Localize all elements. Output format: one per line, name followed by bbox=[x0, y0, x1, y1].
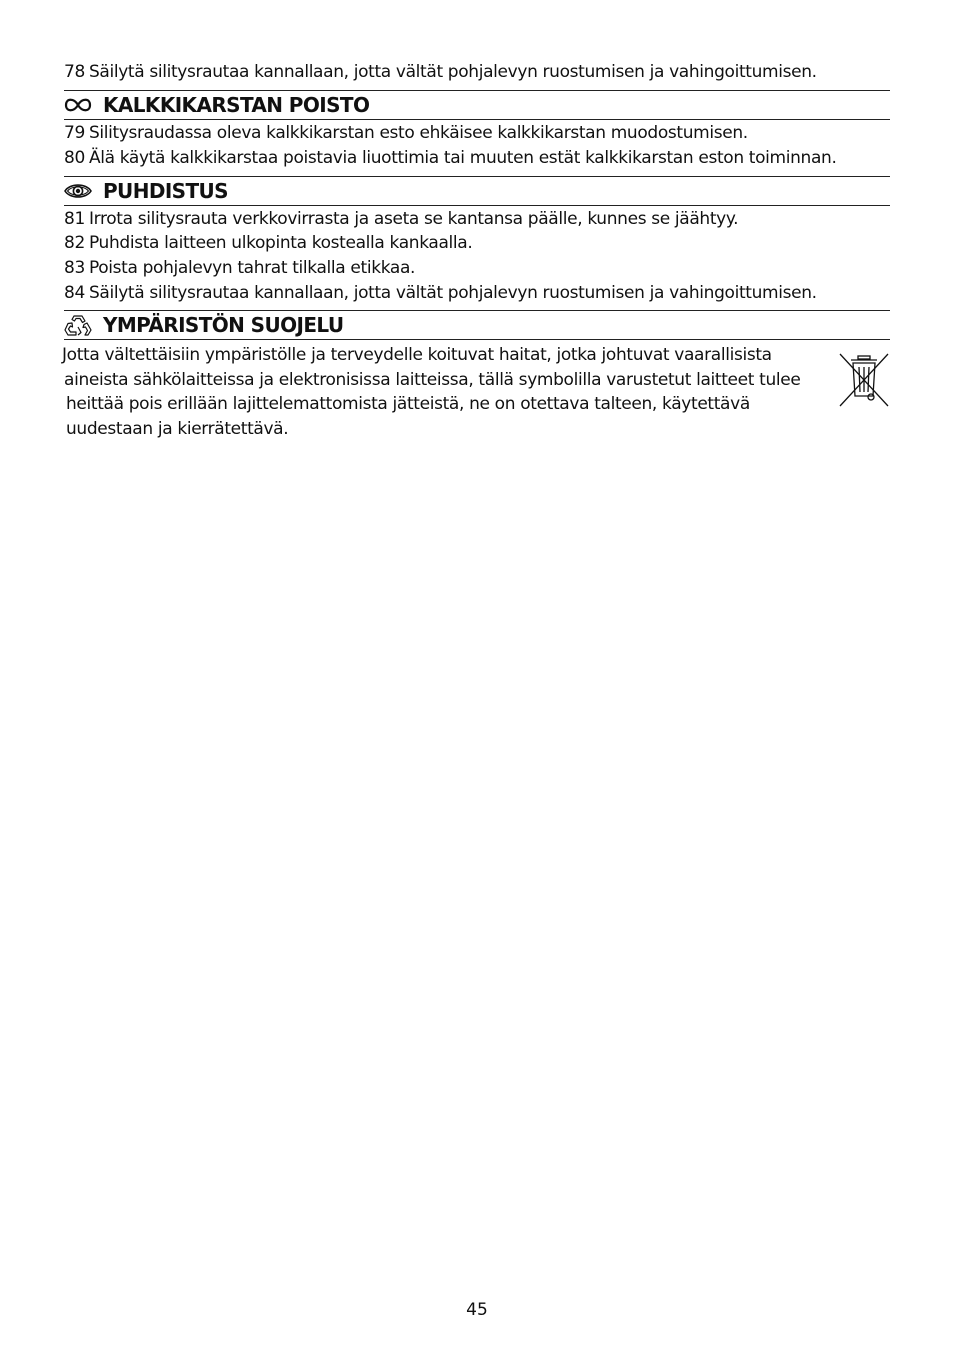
item-text: Säilytä silitysrautaa kannallaan, jotta vältät pohjalevyn ruostumisen ja vahingoittumisen. bbox=[88, 62, 817, 82]
crossed-out-bin-icon bbox=[838, 352, 890, 408]
list-item bbox=[64, 61, 817, 83]
item-text: Poista pohjalevyn tahrat tilkalla etikkaa. bbox=[88, 258, 416, 278]
list-item bbox=[64, 232, 472, 254]
item-number: 78 bbox=[64, 62, 85, 82]
list-item bbox=[64, 122, 748, 144]
item-text: Älä käytä kalkkikarstaa poistavia liuottimia tai muuten estät kalkkikarstan eston toiminnan. bbox=[88, 148, 837, 168]
item-number: 80 bbox=[64, 148, 85, 168]
list-item bbox=[64, 208, 738, 230]
list-item bbox=[64, 147, 837, 169]
section-heading-environment bbox=[64, 310, 890, 340]
section-title: PUHDISTUS bbox=[103, 179, 228, 203]
infinity-icon bbox=[64, 95, 92, 115]
item-text: Puhdista laitteen ulkopinta kostealla kankaalla. bbox=[88, 233, 473, 253]
section-title: KALKKIKARSTAN POISTO bbox=[103, 93, 370, 117]
paragraph-line: heittää pois erillään lajittelemattomista jätteistä, ne on otettava talteen, käytettävä bbox=[66, 394, 750, 414]
item-text: Silitysraudassa oleva kalkkikarstan esto ehkäisee kalkkikarstan muodostumisen. bbox=[88, 123, 748, 143]
page-number: 45 bbox=[466, 1300, 488, 1320]
paragraph-line: Jotta vältettäisiin ympäristölle ja terveydelle koituvat haitat, jotka johtuvat vaarallisista bbox=[62, 345, 772, 365]
item-number: 84 bbox=[64, 283, 85, 303]
paragraph-line: uudestaan ja kierrätettävä. bbox=[66, 418, 289, 439]
section-title: YMPÄRISTÖN SUOJELU bbox=[103, 313, 344, 337]
recycle-icon bbox=[64, 314, 92, 336]
environment-paragraph bbox=[62, 343, 842, 441]
section-heading-cleaning bbox=[64, 176, 890, 206]
item-number: 81 bbox=[64, 209, 85, 229]
paragraph-line: aineista sähkölaitteissa ja elektronisissa laitteissa, tällä symbolilla varustetut laitteet tulee bbox=[64, 369, 801, 390]
item-number: 82 bbox=[64, 233, 85, 253]
item-number: 83 bbox=[64, 258, 85, 278]
item-number: 79 bbox=[64, 123, 85, 143]
item-text: Irrota silitysrauta verkkovirrasta ja aseta se kantansa päälle, kunnes se jäähtyy. bbox=[88, 209, 739, 229]
eye-icon bbox=[64, 181, 92, 201]
section-heading-descaling bbox=[64, 90, 890, 120]
list-item bbox=[64, 257, 415, 279]
list-item bbox=[64, 282, 817, 304]
item-text: Säilytä silitysrautaa kannallaan, jotta vältät pohjalevyn ruostumisen ja vahingoittumisen. bbox=[88, 283, 817, 303]
